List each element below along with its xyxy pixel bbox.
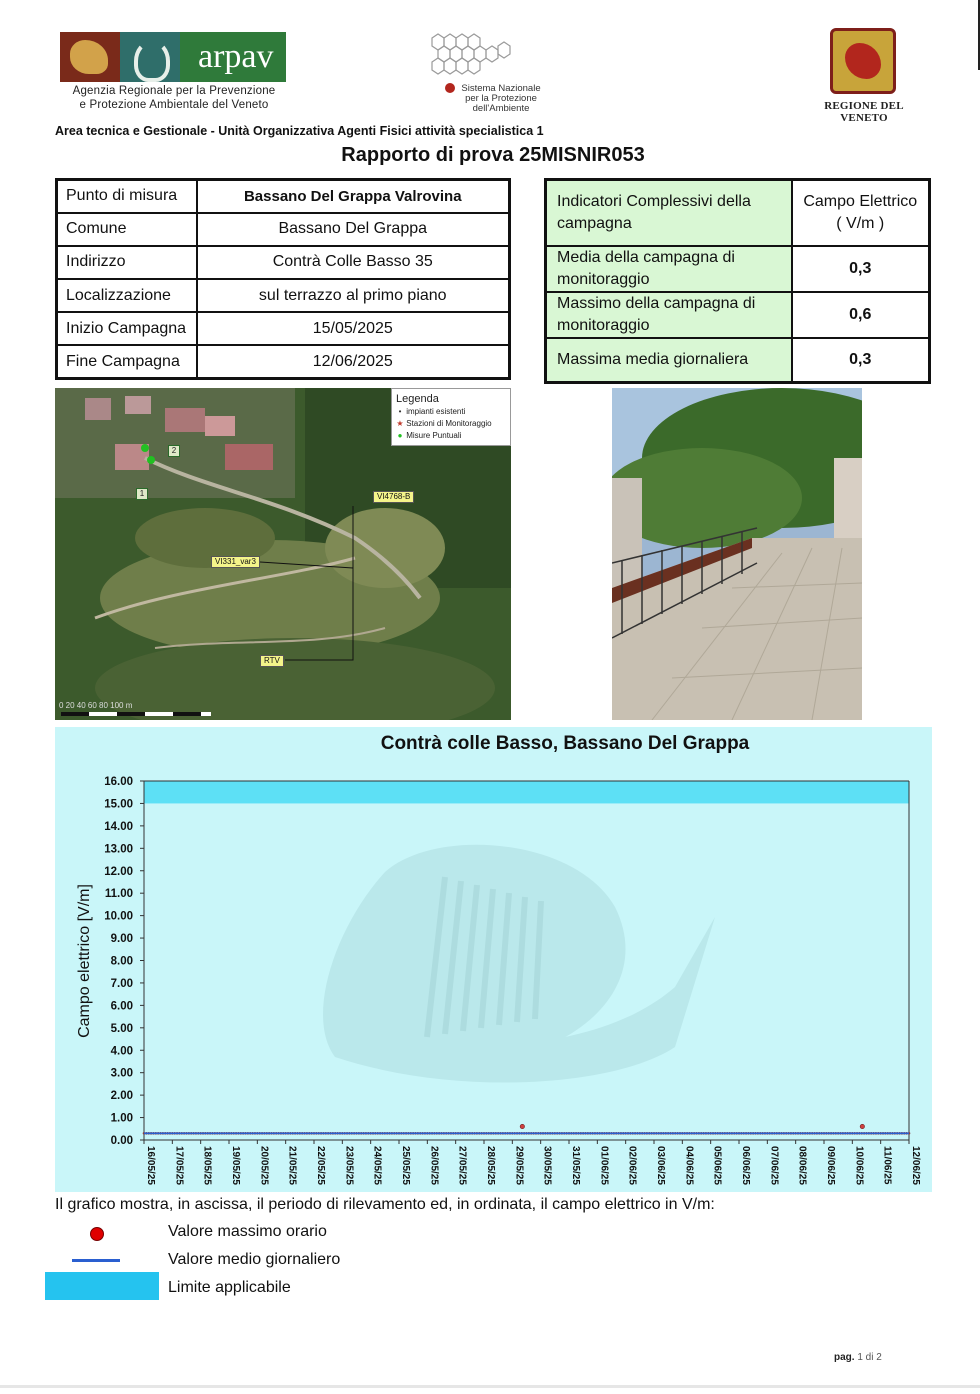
x-tick-label: 11/06/25 bbox=[881, 1146, 893, 1185]
x-tick-label: 18/05/25 bbox=[201, 1146, 213, 1185]
x-tick-label: 23/05/25 bbox=[343, 1146, 355, 1185]
x-tick-label: 05/06/25 bbox=[711, 1146, 723, 1185]
info-value: Contrà Colle Basso 35 bbox=[197, 246, 510, 279]
blue-line-icon bbox=[72, 1259, 120, 1262]
y-tick-label: 12.00 bbox=[104, 865, 133, 878]
x-tick-label: 09/06/25 bbox=[825, 1146, 836, 1185]
y-tick-label: 2.00 bbox=[110, 1090, 133, 1103]
measure-point-label: 1 bbox=[136, 488, 148, 500]
map-legend: Legenda • impianti esistenti ★ Stazioni di Monitoraggio ● Misure Puntuali bbox=[391, 388, 511, 446]
x-tick-label: 27/05/25 bbox=[456, 1146, 468, 1185]
info-label: Indirizzo bbox=[57, 246, 197, 279]
x-tick-label: 29/05/25 bbox=[513, 1146, 525, 1185]
y-tick-label: 4.00 bbox=[110, 1045, 133, 1058]
table-row bbox=[57, 180, 510, 213]
limit-swatch-icon bbox=[45, 1272, 159, 1300]
table-row bbox=[546, 338, 930, 383]
x-tick-label: 10/06/25 bbox=[853, 1146, 865, 1185]
green-dot-icon: ● bbox=[397, 431, 403, 440]
y-tick-label: 9.00 bbox=[110, 933, 133, 946]
x-tick-label: 16/05/25 bbox=[145, 1146, 156, 1185]
bottom-rule bbox=[0, 1385, 980, 1388]
y-tick-label: 0.00 bbox=[110, 1135, 133, 1147]
x-tick-label: 25/05/25 bbox=[400, 1146, 411, 1185]
x-tick-label: 31/05/25 bbox=[570, 1146, 581, 1185]
indicators-unit-header: Campo Elettrico ( V/m ) bbox=[792, 180, 930, 246]
legend-item-limit: Limite applicabile bbox=[168, 1279, 291, 1296]
y-axis-label: Campo elettrico [V/m] bbox=[76, 884, 93, 1038]
indicators-header: Indicatori Complessivi della campagna bbox=[546, 180, 792, 246]
table-row bbox=[57, 213, 510, 246]
info-value: Bassano Del Grappa bbox=[197, 213, 510, 246]
info-label: Punto di misura bbox=[57, 180, 197, 213]
indicators-table bbox=[544, 178, 931, 384]
scale-bar bbox=[61, 712, 211, 716]
info-value: sul terrazzo al primo piano bbox=[197, 279, 510, 312]
info-table bbox=[55, 178, 511, 380]
hourly-max-peak bbox=[860, 1124, 864, 1128]
snpa-logo bbox=[420, 26, 560, 112]
x-tick-label: 07/06/25 bbox=[768, 1146, 780, 1185]
y-tick-label: 6.00 bbox=[110, 1000, 133, 1013]
hourly-max-peak bbox=[520, 1124, 524, 1128]
snpa-text: Sistema Nazionale per la Protezione dell'Ambiente bbox=[461, 83, 541, 114]
y-tick-label: 10.00 bbox=[104, 910, 133, 923]
aerial-map bbox=[55, 388, 511, 720]
x-tick-label: 03/06/25 bbox=[655, 1146, 666, 1185]
info-value: 15/05/2025 bbox=[197, 312, 510, 345]
x-tick-label: 01/06/25 bbox=[598, 1146, 610, 1185]
info-value: Bassano Del Grappa Valrovina bbox=[197, 180, 510, 213]
x-tick-label: 21/05/25 bbox=[286, 1146, 298, 1185]
x-tick-label: 17/05/25 bbox=[173, 1146, 185, 1185]
site-photo bbox=[612, 388, 862, 720]
x-tick-label: 06/06/25 bbox=[740, 1146, 751, 1185]
indicator-label: Massimo della campagna di monitoraggio bbox=[546, 292, 792, 338]
x-tick-label: 04/06/25 bbox=[683, 1146, 695, 1185]
indicator-value: 0,3 bbox=[792, 246, 930, 292]
arpav-logo bbox=[60, 32, 288, 114]
veneto-text: REGIONE DEL VENETO bbox=[824, 100, 904, 124]
scale-text: 0 20 40 60 80 100 m bbox=[59, 701, 133, 710]
info-label: Fine Campagna bbox=[57, 345, 197, 378]
y-tick-label: 14.00 bbox=[104, 820, 133, 833]
indicator-value: 0,6 bbox=[792, 292, 930, 338]
chart-caption: Il grafico mostra, in ascissa, il periodo di rilevamento ed, in ordinata, il campo elettrico in V/m: bbox=[55, 1196, 715, 1213]
info-label: Inizio Campagna bbox=[57, 312, 197, 345]
y-tick-label: 15.00 bbox=[104, 798, 133, 811]
veneto-shield-icon bbox=[830, 28, 896, 94]
indicator-value: 0,3 bbox=[792, 338, 930, 383]
legend-item-hourly-max: Valore massimo orario bbox=[168, 1223, 327, 1240]
y-tick-label: 3.00 bbox=[110, 1067, 133, 1080]
table-row bbox=[546, 246, 930, 292]
star-icon: ★ bbox=[396, 419, 404, 428]
legend-item-daily-mean: Valore medio giornaliero bbox=[168, 1251, 341, 1268]
x-tick-label: 08/06/25 bbox=[796, 1146, 808, 1185]
y-tick-label: 7.00 bbox=[110, 977, 133, 990]
x-tick-label: 26/05/25 bbox=[428, 1146, 440, 1185]
limit-band bbox=[144, 781, 909, 803]
y-tick-label: 5.00 bbox=[110, 1022, 133, 1035]
existing-plant-icon: • bbox=[398, 407, 402, 416]
site-photo-image bbox=[612, 388, 862, 720]
area-line: Area tecnica e Gestionale - Unità Organizzativa Agenti Fisici attività specialistica 1 bbox=[55, 124, 544, 138]
lion-icon bbox=[60, 32, 120, 82]
chart-title: Contrà colle Basso, Bassano Del Grappa bbox=[380, 733, 750, 754]
chart bbox=[55, 727, 932, 1192]
harp-icon bbox=[120, 32, 180, 82]
x-tick-label: 02/06/25 bbox=[626, 1146, 638, 1185]
x-tick-label: 20/05/25 bbox=[258, 1146, 270, 1185]
page-number: pag. 1 di 2 bbox=[834, 1352, 882, 1363]
x-tick-label: 30/05/25 bbox=[541, 1146, 553, 1185]
arpav-wordmark: arpav bbox=[180, 32, 286, 82]
x-tick-label: 24/05/25 bbox=[371, 1146, 383, 1185]
y-tick-label: 13.00 bbox=[104, 843, 133, 856]
table-row bbox=[57, 312, 510, 345]
table-row bbox=[57, 345, 510, 378]
chart-svg bbox=[55, 727, 932, 1192]
arpav-subtitle: Agenzia Regionale per la Prevenzione e Protezione Ambientale del Veneto bbox=[72, 85, 276, 111]
red-dot-icon bbox=[90, 1227, 104, 1241]
info-label: Comune bbox=[57, 213, 197, 246]
report-title: Rapporto di prova 25MISNIR053 bbox=[341, 144, 645, 166]
indicator-label: Massima media giornaliera bbox=[546, 338, 792, 383]
table-row bbox=[57, 246, 510, 279]
info-label: Localizzazione bbox=[57, 279, 197, 312]
site-label: VI331_var3 bbox=[211, 556, 260, 568]
regione-veneto-logo bbox=[806, 28, 922, 124]
info-value: 12/06/2025 bbox=[197, 345, 510, 378]
site-label: VI4768-B bbox=[373, 491, 414, 503]
y-tick-label: 8.00 bbox=[110, 955, 133, 968]
indicator-label: Media della campagna di monitoraggio bbox=[546, 246, 792, 292]
table-row bbox=[546, 292, 930, 338]
y-tick-label: 11.00 bbox=[104, 888, 133, 901]
x-tick-label: 12/06/25 bbox=[910, 1146, 921, 1185]
x-tick-label: 28/05/25 bbox=[485, 1146, 496, 1185]
x-tick-label: 19/05/25 bbox=[230, 1146, 241, 1185]
measure-point-label: 2 bbox=[168, 445, 180, 457]
y-tick-label: 16.00 bbox=[104, 776, 133, 788]
site-label: RTV bbox=[260, 655, 284, 667]
table-row bbox=[57, 279, 510, 312]
table-row bbox=[546, 180, 930, 246]
x-tick-label: 22/05/25 bbox=[315, 1146, 326, 1185]
y-tick-label: 1.00 bbox=[110, 1112, 133, 1125]
